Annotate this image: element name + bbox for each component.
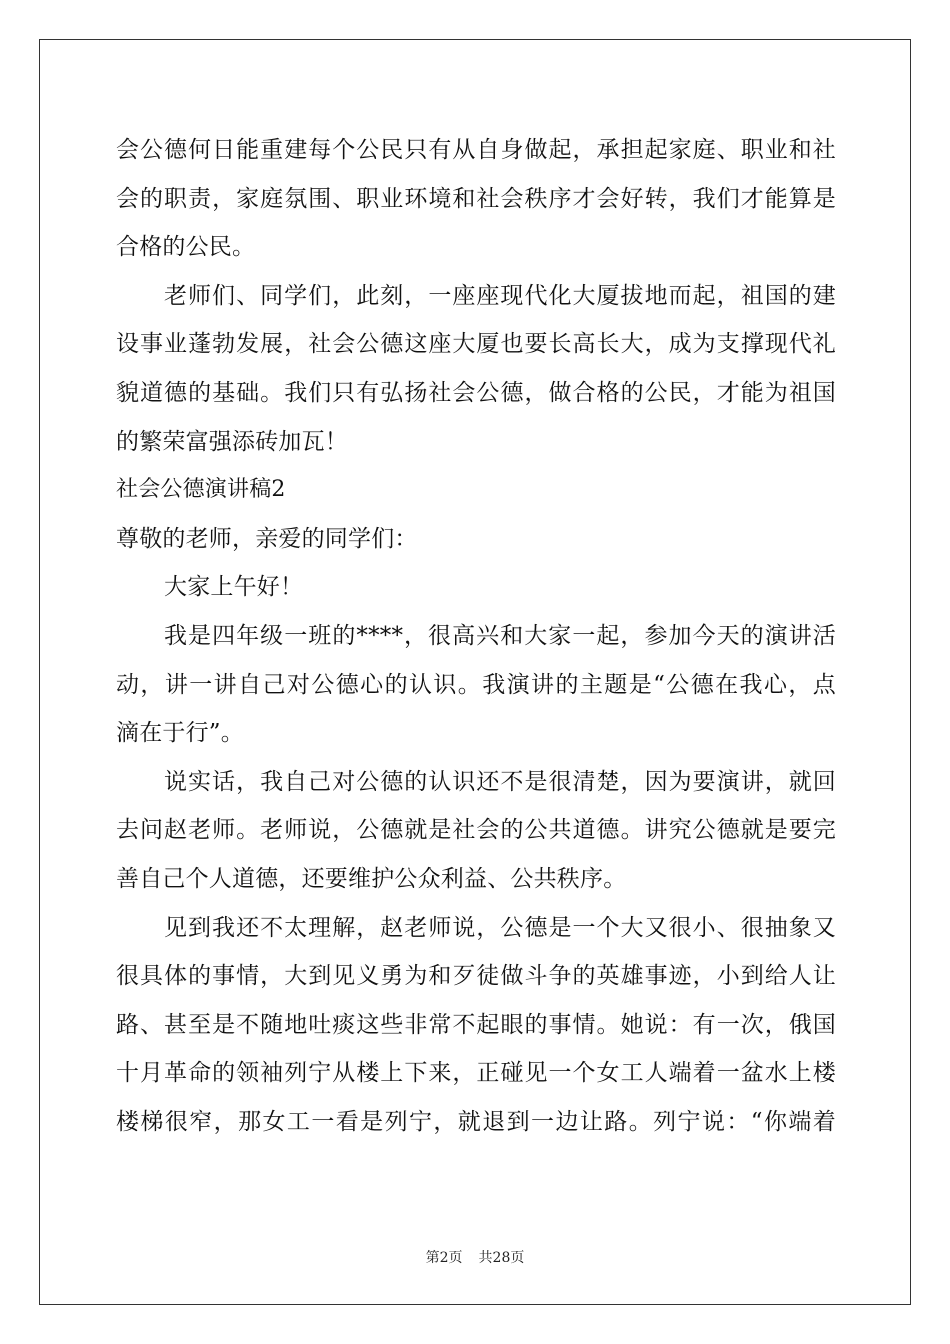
text-line: 见到我还不太理解，赵老师说，公德是一个大又很小、很抽象又 bbox=[164, 914, 836, 941]
page-footer bbox=[0, 1247, 950, 1267]
text-line: 合格的公民。 bbox=[116, 234, 256, 261]
text-line: 大家上午好！ bbox=[164, 574, 304, 601]
text-line: 十月革命的领袖列宁从楼上下来，正碰见一个女工人端着一盆水上楼 bbox=[116, 1060, 836, 1087]
text-line: 貌道德的基础。我们只有弘扬社会公德，做合格的公民，才能为祖国 bbox=[116, 379, 836, 406]
text-line: 尊敬的老师，亲爱的同学们： bbox=[116, 525, 418, 552]
text-line: 去问赵老师。老师说，公德就是社会的公共道德。讲究公德就是要完 bbox=[116, 817, 836, 844]
text-line: 我是四年级一班的****，很高兴和大家一起，参加今天的演讲活 bbox=[164, 622, 836, 649]
section-heading: 社会公德演讲稿2 bbox=[116, 477, 286, 503]
text-line: 设事业蓬勃发展，社会公德这座大厦也要长高长大，成为支撑现代礼 bbox=[116, 331, 836, 358]
text-line: 很具体的事情，大到见义勇为和歹徒做斗争的英雄事迹，小到给人让 bbox=[116, 963, 836, 990]
text-line: 会的职责，家庭氛围、职业环境和社会秩序才会好转，我们才能算是 bbox=[116, 185, 836, 212]
text-line: 老师们、同学们，此刻，一座座现代化大厦拔地而起，祖国的建 bbox=[164, 282, 836, 309]
text-line: 会公德何日能重建每个公民只有从自身做起，承担起家庭、职业和社 bbox=[116, 137, 836, 163]
text-line: 动，讲一讲自己对公德心的认识。我演讲的主题是“公德在我心，点 bbox=[116, 671, 836, 698]
text-line: 说实话，我自己对公德的认识还不是很清楚，因为要演讲，就回 bbox=[164, 768, 836, 795]
text-line: 路、甚至是不随地吐痰这些非常不起眼的事情。她说：有一次，俄国 bbox=[116, 1011, 836, 1038]
current-page-label: 第2页 bbox=[425, 1250, 463, 1266]
text-line: 善自己个人道德，还要维护公众利益、公共秩序。 bbox=[116, 865, 627, 892]
document-body bbox=[116, 126, 836, 1146]
text-line: 滴在于行”。 bbox=[116, 720, 244, 747]
text-line: 的繁荣富强添砖加瓦！ bbox=[116, 428, 348, 455]
text-line: 楼梯很窄，那女工一看是列宁，就退到一边让路。列宁说：“你端着 bbox=[116, 1108, 836, 1135]
total-pages-label: 共28页 bbox=[478, 1250, 525, 1266]
